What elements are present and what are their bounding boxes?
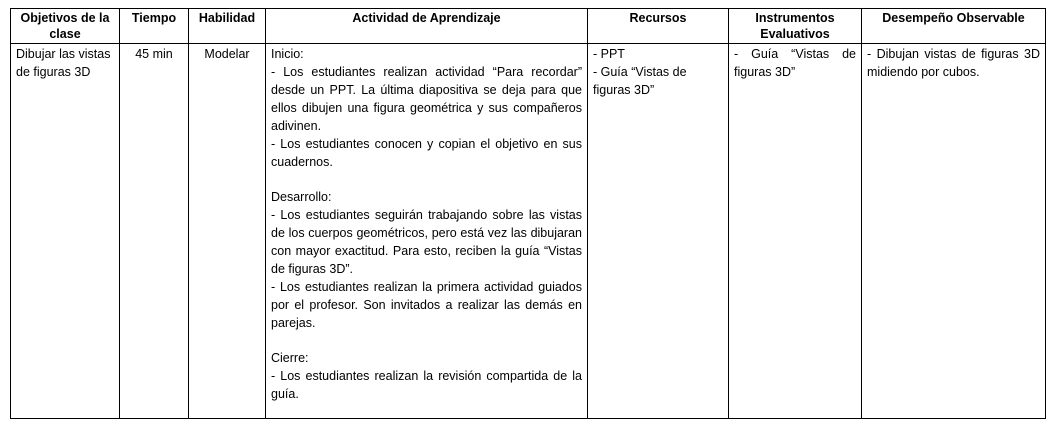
header-tiempo: Tiempo	[120, 9, 189, 44]
inicio-item-1: - Los estudiantes realizan actividad “Para recordar” desde un PPT. La última diapositiva se deja para que ellos dibujen una figura geométrica y sus compañeros adivinen.	[271, 65, 582, 133]
inicio-title: Inicio:	[271, 47, 304, 61]
cell-actividad	[266, 44, 588, 419]
cell-instrumentos	[729, 44, 862, 419]
cell-habilidad	[189, 44, 266, 419]
recurso-item-1: - PPT	[593, 47, 625, 61]
lesson-plan-table	[10, 8, 1046, 419]
cell-desempeno	[862, 44, 1046, 419]
cell-tiempo	[120, 44, 189, 419]
header-actividad: Actividad de Aprendizaje	[266, 9, 588, 44]
cell-objetivo	[11, 44, 120, 419]
recurso-item-2: - Guía “Vistas de figuras 3D”	[593, 65, 687, 97]
desempeno-text: - Dibujan vistas de figuras 3D midiendo por cubos.	[867, 47, 1040, 79]
header-instrumentos: Instrumentos Evaluativos	[729, 9, 862, 44]
instrumentos-text: - Guía “Vistas de figuras 3D”	[734, 47, 856, 79]
header-recursos: Recursos	[588, 9, 729, 44]
cell-recursos	[588, 44, 729, 419]
header-row	[11, 9, 1046, 44]
inicio-item-2: - Los estudiantes conocen y copian el objetivo en sus cuadernos.	[271, 137, 582, 169]
tiempo-text: 45 min	[135, 47, 173, 61]
objetivo-text: Dibujar las vistas de figuras 3D	[16, 47, 111, 79]
header-habilidad: Habilidad	[189, 9, 266, 44]
header-objetivos: Objetivos de la clase	[11, 9, 120, 44]
desarrollo-item-1: - Los estudiantes seguirán trabajando sobre las vistas de los cuerpos geométricos, pero está vez las dibujaran con mayor exactitud. Para esto, reciben la guía “Vistas de figuras 3D”.	[271, 208, 582, 276]
desarrollo-item-2: - Los estudiantes realizan la primera actividad guiados por el profesor. Son invitados a realizar las demás en parejas.	[271, 280, 582, 330]
habilidad-text: Modelar	[204, 47, 250, 61]
cierre-title: Cierre:	[271, 351, 309, 365]
cierre-item-1: - Los estudiantes realizan la revisión compartida de la guía.	[271, 369, 582, 401]
header-desempeno: Desempeño Observable	[862, 9, 1046, 44]
desarrollo-title: Desarrollo:	[271, 190, 332, 204]
table-row	[11, 44, 1046, 419]
